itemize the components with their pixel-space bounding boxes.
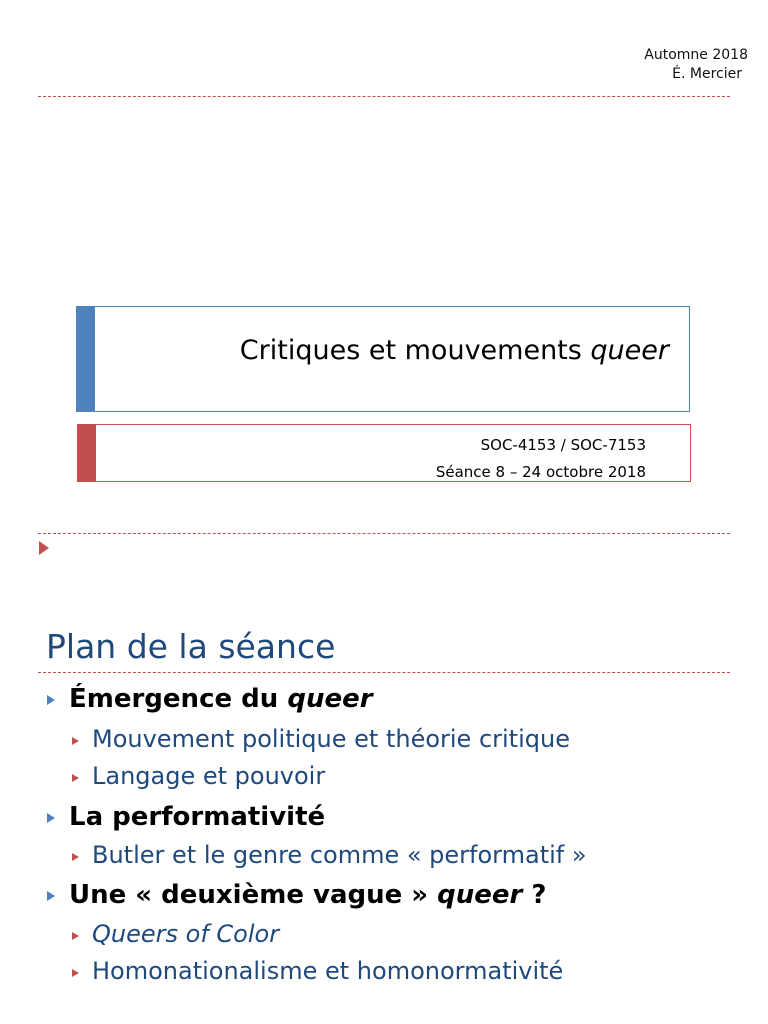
slide-title [240, 335, 669, 366]
outline-subitem: Butler et le genre comme « performatif » [92, 841, 587, 869]
outline-item-italic: queer [287, 684, 373, 714]
title-accent-bar [77, 307, 95, 411]
subtitle-text [436, 432, 646, 486]
sub-bullet-arrow-icon [72, 932, 79, 940]
session-date: Séance 8 – 24 octobre 2018 [435, 463, 646, 481]
subtitle-box [77, 424, 691, 482]
subtitle-accent-bar [78, 425, 96, 481]
outline-item-text: Une « deuxième vague » [69, 880, 438, 910]
outline-subitem: Homonationalisme et homonormativité [92, 957, 564, 985]
slide-title-main: Critiques et mouvements [239, 335, 591, 366]
slide-marker-arrow-icon [39, 541, 49, 555]
outline-item-performativite [69, 802, 325, 832]
slide-title-italic: queer [590, 335, 669, 366]
outline-item-emergence [69, 684, 373, 714]
outline-subitem: Mouvement politique et théorie critique [92, 725, 570, 753]
outline-item-text: La performativité [69, 802, 326, 832]
outline-item-italic: queer [437, 880, 523, 910]
bullet-arrow-icon [47, 813, 55, 823]
author-label: É. Mercier [672, 66, 742, 82]
semester-label: Automne 2018 [644, 47, 748, 63]
sub-bullet-arrow-icon [72, 774, 79, 782]
outline-item-text: Émergence du [69, 684, 288, 714]
outline-subitem: Langage et pouvoir [92, 762, 326, 790]
header-meta [644, 46, 748, 84]
slide-divider [38, 533, 730, 534]
sub-bullet-arrow-icon [72, 853, 79, 861]
outline-item-suffix: ? [522, 880, 547, 910]
course-codes: SOC-4153 / SOC-7153 [480, 436, 646, 454]
bullet-arrow-icon [47, 891, 55, 901]
plan-heading: Plan de la séance [46, 627, 336, 666]
plan-divider [38, 672, 730, 673]
sub-bullet-arrow-icon [72, 969, 79, 977]
outline-subitem: Queers of Color [92, 920, 280, 948]
top-divider [38, 96, 730, 97]
outline-item-deuxieme-vague [69, 880, 547, 910]
sub-bullet-arrow-icon [72, 737, 79, 745]
title-box [76, 306, 690, 412]
bullet-arrow-icon [47, 695, 55, 705]
